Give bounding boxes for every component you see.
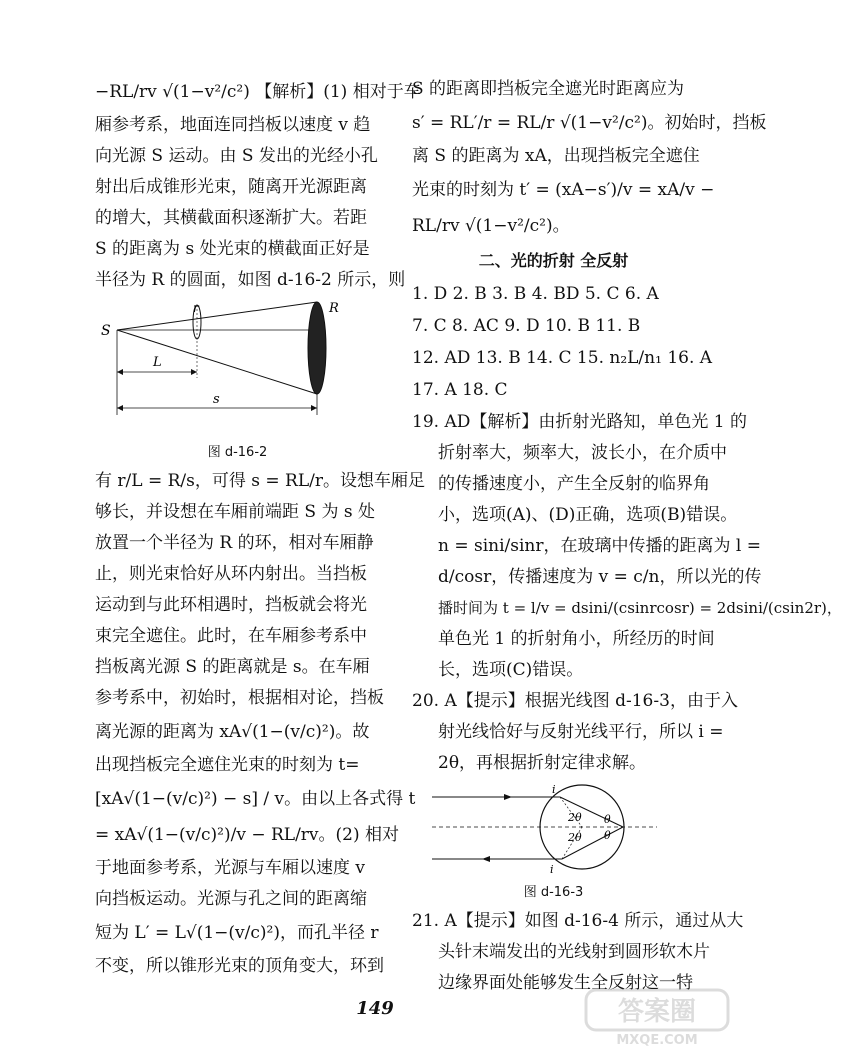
text-line: 出现挡板完全遮住光束的时刻为 t= [95, 755, 360, 775]
label-2theta-2: 2θ [568, 831, 582, 844]
text-line: 单色光 1 的折射角小，所经历的时间 [438, 629, 715, 649]
text-line: [xA√(1−(v/c)²) − s] / v。由以上各式得 t [95, 789, 416, 809]
label-r: r [193, 301, 199, 315]
text-line: 于地面参考系，光源与车厢以速度 v [95, 858, 366, 878]
text-line: 半径为 R 的圆面，如图 d-16-2 所示，则 [95, 270, 406, 290]
watermark-line1: 答案圈 [617, 997, 697, 1027]
answer-row: 7. C 8. AC 9. D 10. B 11. B [412, 316, 641, 336]
label-i-bottom: i [550, 863, 554, 876]
section-title: 二、光的折射 全反射 [478, 251, 629, 270]
cone-bottom-line [117, 330, 317, 394]
text-line: 20. A【提示】根据光线图 d-16-3，由于入 [412, 691, 738, 711]
figure-d-16-3 [412, 783, 695, 900]
sphere-refraction-diagram [412, 783, 695, 875]
label-L: L [153, 355, 162, 370]
label-i-top: i [552, 783, 556, 796]
figure-d-16-2 [95, 300, 380, 460]
text-line: 小，选项(A)、(D)正确，选项(B)错误。 [438, 505, 738, 525]
watermark-logo [582, 986, 732, 1048]
text-line: 止，则光束恰好从环内射出。当挡板 [95, 564, 367, 584]
cone-diagram [95, 300, 380, 435]
text-line: 边缘界面处能够发生全反射这一特 [438, 973, 693, 993]
text-line: 的增大，其横截面积逐渐扩大。若距 [95, 208, 367, 228]
screen-disk [308, 302, 326, 394]
text-line: 2θ，再根据折射定律求解。 [438, 753, 647, 773]
text-line: 够长，并设想在车厢前端距 S 为 s 处 [95, 502, 375, 522]
text-line: 的传播速度小，产生全反射的临界角 [438, 474, 710, 494]
label-theta-2: θ [604, 829, 611, 842]
page-number: 149 [356, 998, 394, 1019]
left-column [95, 78, 425, 986]
figure-caption: 图 d-16-3 [523, 885, 584, 900]
text-line: 短为 L′ = L√(1−(v/c)²)，而孔半径 r [95, 923, 379, 943]
text-line: 播时间为 t = l/v = dsini/(csinrcosr) = 2dsini/(csin2r)， [438, 599, 842, 617]
answer-row: 1. D 2. B 3. B 4. BD 5. C 6. A [412, 284, 659, 304]
label-2theta-1: 2θ [568, 811, 582, 824]
text-line: 射出后成锥形光束，随离开光源距离 [95, 177, 367, 197]
text-line: 光束的时刻为 t′ = (xA−s′)/v = xA/v − [412, 180, 715, 200]
text-line: 参考系中，初始时，根据相对论，挡板 [95, 688, 384, 708]
label-s: s [213, 392, 220, 407]
text-line: 折射率大，频率大，波长小，在介质中 [438, 443, 727, 463]
text-line: 21. A【提示】如图 d-16-4 所示，通过从大 [412, 911, 744, 931]
cone-top-line [117, 302, 317, 330]
text-line: 有 r/L = R/s，可得 s = RL/r。设想车厢足 [95, 471, 425, 491]
text-line: 向挡板运动。光源与孔之间的距离缩 [95, 889, 367, 909]
text-line: 长，选项(C)错误。 [438, 660, 584, 680]
text-line: 离光源的距离为 xA√(1−(v/c)²)。故 [95, 722, 370, 742]
text-line: 运动到与此环相遇时，挡板就会将光 [95, 595, 367, 615]
text-line: n = sini/sinr，在玻璃中传播的距离为 l = [438, 536, 761, 556]
text-line: 头针末端发出的光线射到圆形软木片 [438, 942, 710, 962]
figure-caption: 图 d-16-2 [207, 445, 268, 460]
answer-row: 17. A 18. C [412, 380, 508, 400]
text-line: d/cosr，传播速度为 v = c/n，所以光的传 [438, 567, 762, 587]
label-S: S [101, 323, 111, 339]
text-line: = xA√(1−(v/c)²)/v − RL/rv。(2) 相对 [95, 825, 400, 845]
right-column [412, 78, 842, 1003]
text-line: 射光线恰好与反射光线平行，所以 i = [438, 722, 724, 742]
text-line: S 的距离为 s 处光束的横截面正好是 [95, 239, 370, 259]
text-line: 束完全遮住。此时，在车厢参考系中 [95, 626, 367, 646]
text-line: 向光源 S 运动。由 S 发出的光经小孔 [95, 146, 378, 166]
text-line: −RL/rv √(1−v²/c²) 【解析】(1) 相对于车 [95, 82, 421, 102]
text-line: RL/rv √(1−v²/c²)。 [412, 216, 570, 236]
text-line: s′ = RL′/r = RL/r √(1−v²/c²)。初始时，挡板 [412, 113, 767, 133]
label-R: R [329, 301, 339, 316]
text-line: 离 S 的距离为 xA，出现挡板完全遮住 [412, 146, 700, 166]
text-line: 挡板离光源 S 的距离就是 s。在车厢 [95, 657, 370, 677]
text-line: 放置一个半径为 R 的环，相对车厢静 [95, 533, 374, 553]
answer-row: 12. AD 13. B 14. C 15. n₂L/n₁ 16. A [412, 348, 713, 368]
text-line: 厢参考系，地面连同挡板以速度 v 趋 [95, 115, 371, 135]
watermark-line2: MXQE.COM [616, 1033, 698, 1048]
text-line: 不变，所以锥形光束的顶角变大，环到 [95, 956, 384, 976]
label-theta-1: θ [604, 813, 611, 826]
text-line: S 的距离即挡板完全遮光时距离应为 [412, 79, 685, 99]
text-line: 19. AD【解析】由折射光路知，单色光 1 的 [412, 412, 747, 432]
